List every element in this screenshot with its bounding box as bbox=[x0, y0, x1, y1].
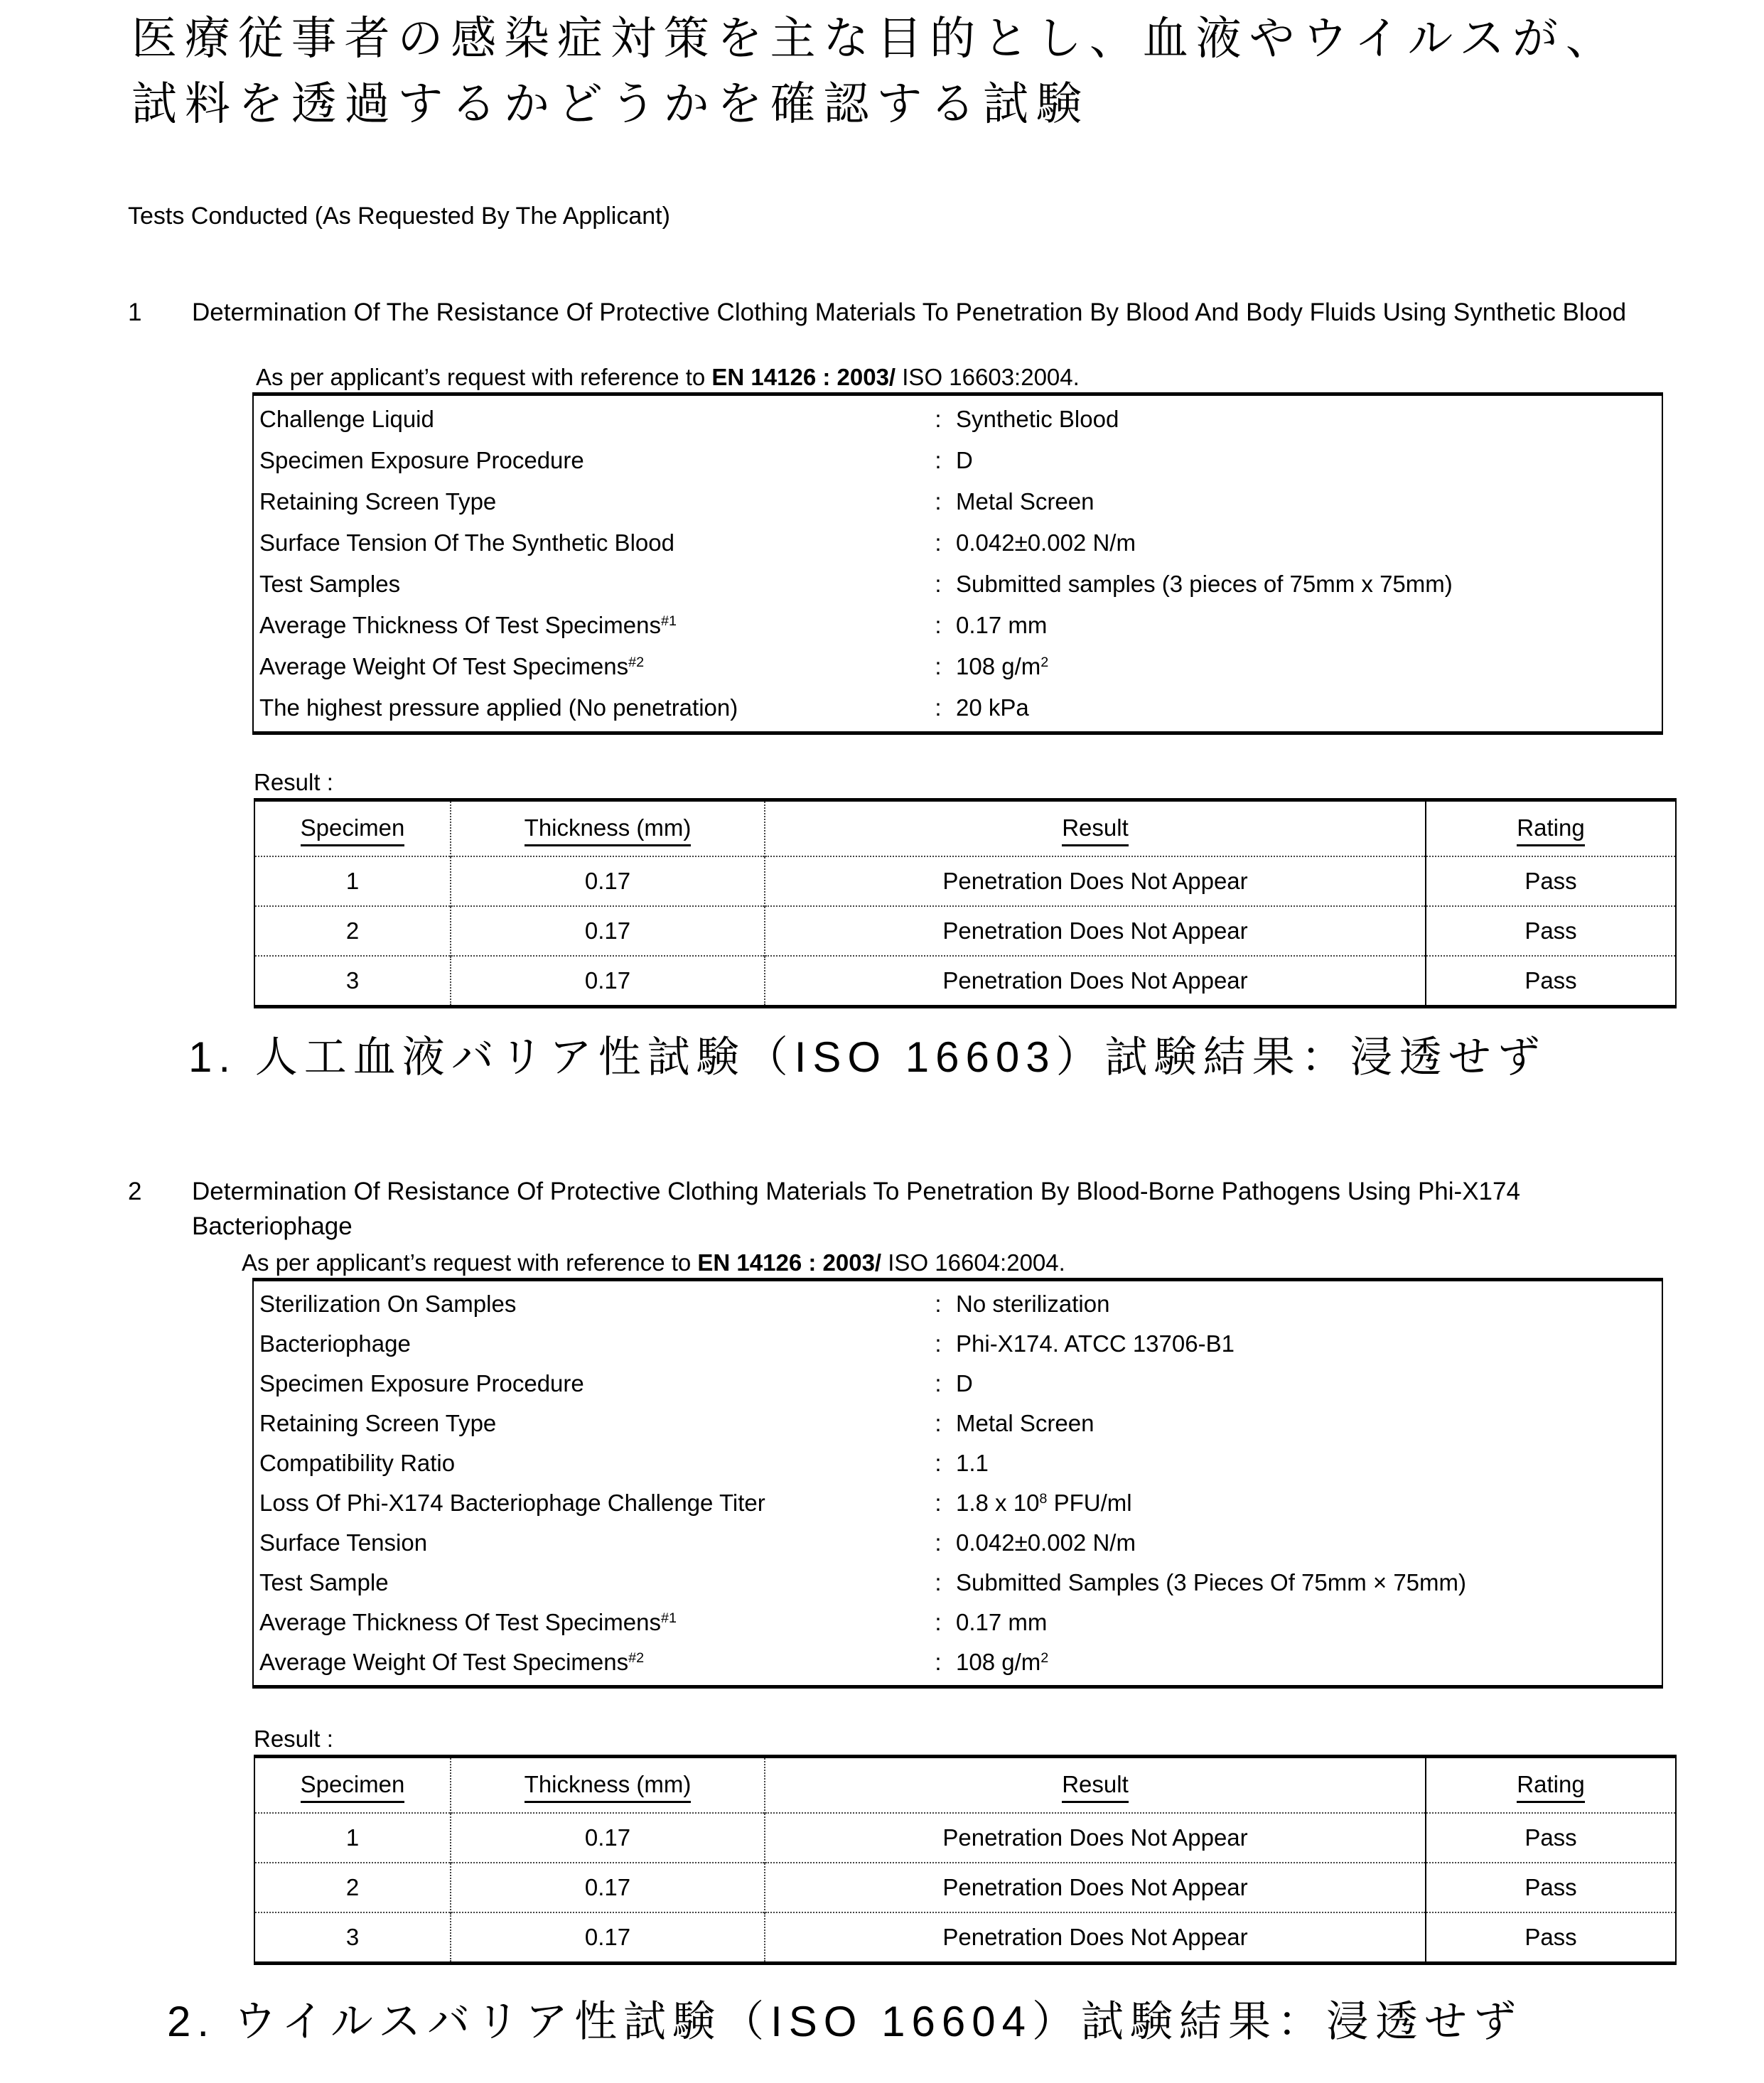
results-cell: Penetration Does Not Appear bbox=[765, 956, 1426, 1007]
results-row bbox=[254, 1863, 1676, 1912]
parameter-value-text: 20 kPa bbox=[956, 694, 1029, 721]
parameter-row bbox=[254, 1483, 1662, 1523]
parameter-value-text: Synthetic Blood bbox=[956, 406, 1119, 432]
results-cell: Pass bbox=[1426, 1863, 1676, 1912]
results-cell: 0.17 bbox=[451, 856, 765, 906]
parameter-value-superscript: 8 bbox=[1039, 1491, 1048, 1507]
colon-separator: : bbox=[935, 529, 942, 556]
parameter-row bbox=[254, 1603, 1662, 1642]
colon-separator: : bbox=[935, 1490, 942, 1516]
reference-line bbox=[242, 1249, 1764, 1276]
results-cell: Penetration Does Not Appear bbox=[765, 1912, 1426, 1964]
results-header-label: Thickness (mm) bbox=[525, 814, 692, 846]
parameter-value-text: 108 g/m bbox=[956, 1649, 1041, 1675]
conclusion-jp: 2. ウイルスバリア性試験（ISO 16604）試験結果：浸透せず bbox=[167, 1998, 1522, 2045]
parameter-value bbox=[956, 652, 1662, 681]
reference-standard-bold: EN 14126 : 2003/ bbox=[697, 1249, 882, 1276]
results-header-cell bbox=[1426, 1757, 1676, 1814]
parameter-label-text: Average Weight Of Test Specimens bbox=[259, 653, 629, 679]
results-cell: Pass bbox=[1426, 906, 1676, 956]
parameter-label-superscript: #2 bbox=[628, 1650, 645, 1667]
parameter-label bbox=[259, 652, 920, 681]
reference-standard-bold: EN 14126 : 2003/ bbox=[711, 364, 896, 390]
parameter-value-text: 1.1 bbox=[956, 1450, 989, 1476]
results-header-cell bbox=[451, 800, 765, 857]
results-cell: 3 bbox=[254, 956, 451, 1007]
parameter-value bbox=[956, 1330, 1662, 1358]
colon-separator: : bbox=[935, 1569, 942, 1595]
results-cell: 1 bbox=[254, 1813, 451, 1863]
colon-separator: : bbox=[935, 1330, 942, 1357]
parameter-row bbox=[254, 1642, 1662, 1682]
results-cell: 1 bbox=[254, 856, 451, 906]
parameter-label-text: Test Samples bbox=[259, 571, 401, 597]
results-header-row bbox=[254, 800, 1676, 857]
parameters-table bbox=[252, 1278, 1663, 1689]
reference-suffix: ISO 16603:2004. bbox=[896, 364, 1080, 390]
colon-separator: : bbox=[935, 447, 942, 473]
parameter-label bbox=[259, 1290, 920, 1318]
reference-prefix: As per applicant’s request with reference to bbox=[256, 364, 712, 390]
parameter-row bbox=[254, 399, 1662, 440]
parameter-value bbox=[956, 488, 1662, 516]
results-cell: 0.17 bbox=[451, 1863, 765, 1912]
results-cell: 0.17 bbox=[451, 1813, 765, 1863]
parameter-label bbox=[259, 405, 920, 434]
parameter-value-text: 0.042±0.002 N/m bbox=[956, 529, 1136, 556]
results-cell: Penetration Does Not Appear bbox=[765, 1813, 1426, 1863]
colon-separator: : bbox=[935, 571, 942, 597]
parameter-value-text: 1.8 x 10 bbox=[956, 1490, 1040, 1516]
parameter-label-text: Average Weight Of Test Specimens bbox=[259, 1649, 629, 1675]
parameter-row bbox=[254, 440, 1662, 481]
colon-separator: : bbox=[935, 1609, 942, 1635]
parameters-table bbox=[252, 392, 1663, 735]
parameter-label bbox=[259, 1608, 920, 1637]
parameter-value bbox=[956, 570, 1662, 598]
parameter-label bbox=[259, 1409, 920, 1438]
parameter-label-superscript: #1 bbox=[660, 1610, 677, 1627]
parameter-value bbox=[956, 611, 1662, 640]
section-1 bbox=[0, 295, 1764, 1083]
conclusion-jp: 1. 人工血液バリア性試験（ISO 16603）試験結果：浸透せず bbox=[188, 1033, 1547, 1081]
parameter-value bbox=[956, 1409, 1662, 1438]
results-header-label: Rating bbox=[1517, 814, 1584, 846]
results-table-head bbox=[254, 800, 1676, 857]
colon-separator: : bbox=[935, 1370, 942, 1396]
parameter-label-superscript: #1 bbox=[660, 613, 677, 630]
parameter-label-text: Average Thickness Of Test Specimens bbox=[259, 1609, 661, 1635]
results-cell: Penetration Does Not Appear bbox=[765, 856, 1426, 906]
results-header-cell bbox=[254, 1757, 451, 1814]
results-header-cell bbox=[451, 1757, 765, 1814]
parameter-label bbox=[259, 1648, 920, 1676]
colon-separator: : bbox=[935, 1529, 942, 1556]
parameter-value bbox=[956, 1489, 1662, 1517]
parameter-label-text: Retaining Screen Type bbox=[259, 1410, 497, 1436]
parameter-row bbox=[254, 1523, 1662, 1563]
parameter-label-text: Specimen Exposure Procedure bbox=[259, 447, 584, 473]
colon-separator: : bbox=[935, 653, 942, 679]
parameter-value bbox=[956, 1568, 1662, 1597]
results-row bbox=[254, 856, 1676, 906]
parameter-row bbox=[254, 1563, 1662, 1603]
reference-suffix: ISO 16604:2004. bbox=[881, 1249, 1065, 1276]
results-header-cell bbox=[1426, 800, 1676, 857]
results-table bbox=[254, 798, 1677, 1008]
results-table-body bbox=[254, 856, 1676, 1007]
parameter-value-text: Submitted samples (3 pieces of 75mm x 75mm) bbox=[956, 571, 1453, 597]
section-number: 2 bbox=[128, 1178, 142, 1205]
parameter-label-text: Test Sample bbox=[259, 1569, 389, 1595]
parameter-value-superscript: 2 bbox=[1040, 1650, 1049, 1667]
parameter-value-text: No sterilization bbox=[956, 1291, 1110, 1317]
parameter-value-text: 108 g/m bbox=[956, 653, 1041, 679]
results-header-label: Rating bbox=[1517, 1771, 1584, 1803]
parameter-value bbox=[956, 1648, 1662, 1676]
parameter-value bbox=[956, 694, 1662, 722]
parameter-label-text: The highest pressure applied (No penetration) bbox=[259, 694, 738, 721]
parameter-row bbox=[254, 687, 1662, 728]
parameter-value bbox=[956, 1369, 1662, 1398]
section-2 bbox=[0, 1174, 1764, 2047]
parameter-label bbox=[259, 1330, 920, 1358]
parameter-value bbox=[956, 1608, 1662, 1637]
tests-conducted-subtitle: Tests Conducted (As Requested By The Applicant) bbox=[128, 203, 670, 230]
results-cell: Pass bbox=[1426, 956, 1676, 1007]
parameter-label bbox=[259, 570, 920, 598]
parameter-value bbox=[956, 1449, 1662, 1478]
parameter-label bbox=[259, 1369, 920, 1398]
results-cell: 0.17 bbox=[451, 906, 765, 956]
parameter-value-text: Submitted Samples (3 Pieces Of 75mm × 75mm) bbox=[956, 1569, 1467, 1595]
colon-separator: : bbox=[935, 1450, 942, 1476]
results-row bbox=[254, 1912, 1676, 1964]
parameter-value bbox=[956, 1290, 1662, 1318]
document-title-line1: 医療従事者の感染症対策を主な目的とし、血液やウイルスが、 bbox=[131, 13, 1619, 64]
parameter-row bbox=[254, 481, 1662, 522]
results-cell: Pass bbox=[1426, 1813, 1676, 1863]
parameter-value bbox=[956, 529, 1662, 557]
parameter-value-text: 0.042±0.002 N/m bbox=[956, 1529, 1136, 1556]
document-title-jp bbox=[131, 6, 1764, 136]
parameter-label-text: Challenge Liquid bbox=[259, 406, 434, 432]
parameter-value bbox=[956, 446, 1662, 475]
results-header-cell bbox=[254, 800, 451, 857]
section-heading: Determination Of Resistance Of Protective Clothing Materials To Penetration By Blood-Borne Pathogens Using Phi-X174 Bacteriophage bbox=[192, 1178, 1520, 1240]
parameter-label bbox=[259, 694, 920, 722]
parameter-row bbox=[254, 1364, 1662, 1404]
results-header-label: Result bbox=[1062, 814, 1129, 846]
parameter-label-text: Bacteriophage bbox=[259, 1330, 411, 1357]
parameter-value-text: Phi-X174. ATCC 13706-B1 bbox=[956, 1330, 1235, 1357]
parameter-label bbox=[259, 1449, 920, 1478]
parameter-value-text: D bbox=[956, 1370, 973, 1396]
results-table-head bbox=[254, 1757, 1676, 1814]
results-header-cell bbox=[765, 1757, 1426, 1814]
parameter-label bbox=[259, 1568, 920, 1597]
colon-separator: : bbox=[935, 1410, 942, 1436]
parameter-label bbox=[259, 529, 920, 557]
parameter-label-text: Surface Tension Of The Synthetic Blood bbox=[259, 529, 674, 556]
results-table bbox=[254, 1755, 1677, 1965]
parameter-label bbox=[259, 488, 920, 516]
results-row bbox=[254, 956, 1676, 1007]
results-cell: Pass bbox=[1426, 856, 1676, 906]
colon-separator: : bbox=[935, 406, 942, 432]
results-cell: Pass bbox=[1426, 1912, 1676, 1964]
colon-separator: : bbox=[935, 488, 942, 515]
parameter-label bbox=[259, 446, 920, 475]
parameter-value-text: Metal Screen bbox=[956, 488, 1095, 515]
results-cell: 0.17 bbox=[451, 1912, 765, 1964]
colon-separator: : bbox=[935, 612, 942, 638]
reference-prefix: As per applicant’s request with reference to bbox=[242, 1249, 698, 1276]
parameter-value-text: D bbox=[956, 447, 973, 473]
results-cell: 2 bbox=[254, 906, 451, 956]
result-label: Result : bbox=[254, 769, 333, 795]
parameter-row bbox=[254, 1324, 1662, 1364]
results-table-body bbox=[254, 1813, 1676, 1964]
parameter-value-superscript: 2 bbox=[1040, 655, 1049, 671]
parameter-label-text: Surface Tension bbox=[259, 1529, 428, 1556]
results-cell: 0.17 bbox=[451, 956, 765, 1007]
parameter-value-text: 0.17 mm bbox=[956, 1609, 1048, 1635]
results-header-cell bbox=[765, 800, 1426, 857]
results-header-label: Thickness (mm) bbox=[525, 1771, 692, 1803]
parameter-row bbox=[254, 1404, 1662, 1443]
parameter-label bbox=[259, 611, 920, 640]
result-label: Result : bbox=[254, 1726, 333, 1752]
parameter-label-text: Retaining Screen Type bbox=[259, 488, 497, 515]
section-heading: Determination Of The Resistance Of Protective Clothing Materials To Penetration By Blood And Body Fluids Using Synthetic Blood bbox=[192, 298, 1627, 326]
parameter-label-text: Average Thickness Of Test Specimens bbox=[259, 612, 661, 638]
parameter-row bbox=[254, 646, 1662, 687]
parameter-label bbox=[259, 1489, 920, 1517]
parameter-row bbox=[254, 522, 1662, 564]
results-cell: Penetration Does Not Appear bbox=[765, 906, 1426, 956]
results-cell: 3 bbox=[254, 1912, 451, 1964]
parameter-value bbox=[956, 1529, 1662, 1557]
parameter-label bbox=[259, 1529, 920, 1557]
parameter-row bbox=[254, 1284, 1662, 1324]
colon-separator: : bbox=[935, 1649, 942, 1675]
results-cell: 2 bbox=[254, 1863, 451, 1912]
parameter-row bbox=[254, 564, 1662, 605]
parameter-label-text: Sterilization On Samples bbox=[259, 1291, 517, 1317]
results-header-label: Specimen bbox=[301, 814, 405, 846]
parameter-label-text: Loss Of Phi-X174 Bacteriophage Challenge Titer bbox=[259, 1490, 765, 1516]
results-row bbox=[254, 906, 1676, 956]
parameter-label-text: Specimen Exposure Procedure bbox=[259, 1370, 584, 1396]
parameter-value bbox=[956, 405, 1662, 434]
parameter-label-text: Compatibility Ratio bbox=[259, 1450, 456, 1476]
colon-separator: : bbox=[935, 694, 942, 721]
results-header-row bbox=[254, 1757, 1676, 1814]
results-header-label: Specimen bbox=[301, 1771, 405, 1803]
reference-line bbox=[256, 364, 1764, 391]
document-title-line2: 試料を透過するかどうかを確認する試験 bbox=[131, 78, 1090, 129]
parameter-value-tail: PFU/ml bbox=[1047, 1490, 1132, 1516]
section-heading-row bbox=[128, 295, 1764, 330]
parameter-value-text: Metal Screen bbox=[956, 1410, 1095, 1436]
parameter-value-text: 0.17 mm bbox=[956, 612, 1048, 638]
results-cell: Penetration Does Not Appear bbox=[765, 1863, 1426, 1912]
section-number: 1 bbox=[128, 298, 142, 326]
colon-separator: : bbox=[935, 1291, 942, 1317]
parameter-label-superscript: #2 bbox=[628, 655, 645, 671]
results-row bbox=[254, 1813, 1676, 1863]
section-heading-row bbox=[128, 1174, 1764, 1244]
results-header-label: Result bbox=[1062, 1771, 1129, 1803]
parameter-row bbox=[254, 1443, 1662, 1483]
parameter-row bbox=[254, 605, 1662, 646]
